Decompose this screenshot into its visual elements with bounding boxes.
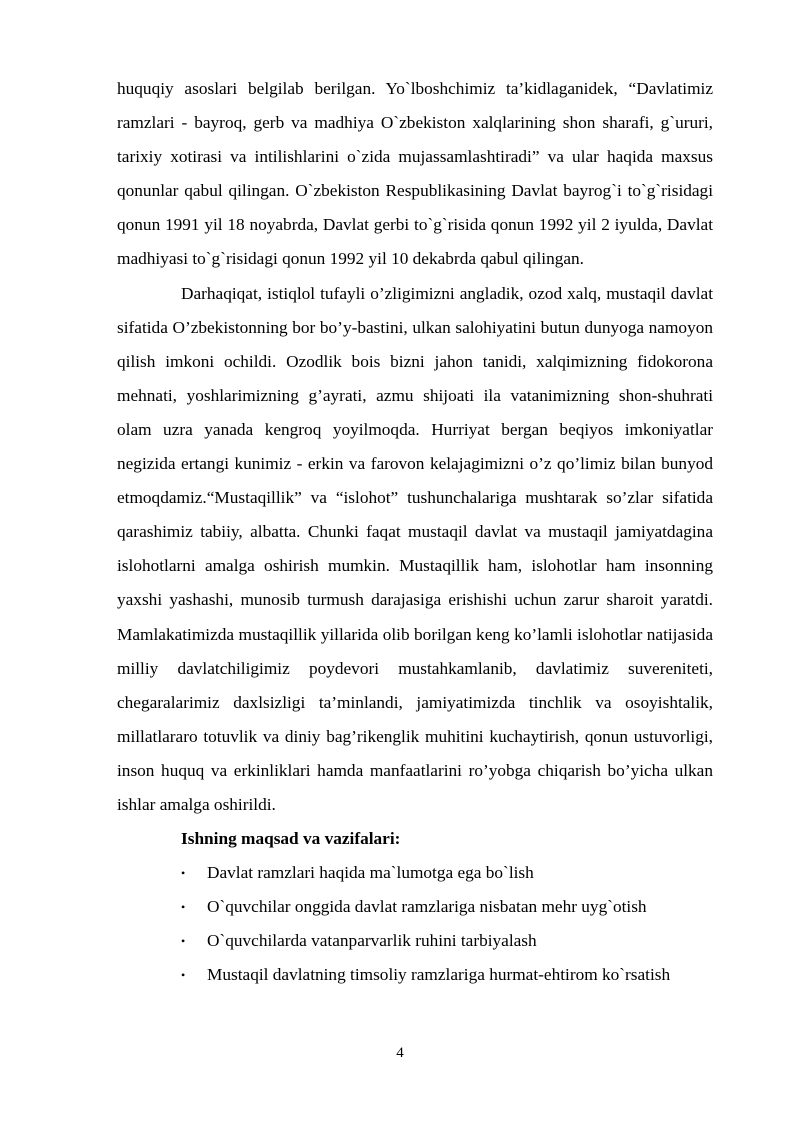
page-number: 4: [396, 1045, 404, 1061]
bullet-icon: •: [181, 968, 186, 983]
bullet-icon: •: [181, 900, 186, 915]
list-item: [181, 856, 713, 890]
bullet-icon: •: [181, 934, 186, 949]
list-item-text: Davlat ramzlari haqida ma`lumotga ega bo`lish: [207, 863, 534, 883]
paragraph-legal-basis: huquqiy asoslari belgilab berilgan. Yo`lboshchimiz ta’kidlaganidek, “Davlatimiz ramzlari - bayroq, gerb va madhiya O`zbekiston xalqlarining shon sharafi, g`ururi, tarixiy xotirasi va intilishlarini o`zida mujassamlashtiradi” va ular haqida maxsus qonunlar qabul qilingan. O`zbekiston Respublikasining Davlat bayrog`i to`g`risidagi qonun 1991 yil 18 noyabrda, Davlat gerbi to`g`risida qonun 1992 yil 2 iyulda, Davlat madhiyasi to`g`risidagi qonun 1992 yil 10 dekabrda qabul qilingan.: [117, 79, 713, 269]
section-heading: Ishning maqsad va vazifalari:: [181, 829, 401, 849]
list-item: [181, 924, 713, 958]
list-item: [181, 890, 713, 924]
list-item-text: O`quvchilar onggida davlat ramzlariga nisbatan mehr uyg`otish: [207, 897, 647, 917]
goals-list: [117, 856, 713, 992]
document-page: [117, 72, 713, 993]
list-item-text: Mustaqil davlatning timsoliy ramzlariga hurmat-ehtirom ko`rsatish: [207, 965, 671, 985]
bullet-icon: •: [181, 866, 186, 881]
paragraph-independence: Darhaqiqat, istiqlol tufayli o’zligimizni angladik, ozod xalq, mustaqil davlat sifatida O’zbekistonning bor bo’y-bastini, ulkan salohiyatini butun dunyoga namoyon qilish imkoni ochildi. Ozodlik bois bizni jahon tanidi, xalqimizning fidokorona mehnati, yoshlarimizning g’ayrati, azmu shijoati ila vatanimizning shon-shuhrati olam uzra yanada kengroq yoyilmoqda. Hurriyat bergan beqiyos imkoniyatlar negizida ertangi kunimiz - erkin va farovon kelajagimizni o’z qo’limiz bilan bunyod etmoqdamiz.“Mustaqillik” va “islohot” tushunchalariga mushtarak so’zlar sifatida qarashimiz tabiiy, albatta. Chunki faqat mustaqil davlat va mustaqil jamiyatdagina islohotlarni amalga oshirish mumkin. Mustaqillik ham, islohotlar ham insonning yaxshi yashashi, munosib turmush darajasiga erishishi uchun zarur sharoit yaratdi. Mamlakatimizda mustaqillik yillarida olib borilgan keng ko’lamli islohotlar natijasida milliy davlatchiligimiz poydevori mustahkamlanib, davlatimiz suvereniteti, chegaralarimiz daxlsizligi ta’minlandi, jamiyatimizda tinchlik va osoyishtalik, millatlararo totuvlik va diniy bag’rikenglik muhitini kuchaytirish, qonun ustuvorligi, inson huquq va erkinliklari hamda manfaatlarini ro’yobga chiqarish bo’yicha ulkan ishlar amalga oshirildi.: [117, 283, 713, 814]
list-item-text: O`quvchilarda vatanparvarlik ruhini tarbiyalash: [207, 931, 537, 951]
list-item: [181, 958, 713, 992]
